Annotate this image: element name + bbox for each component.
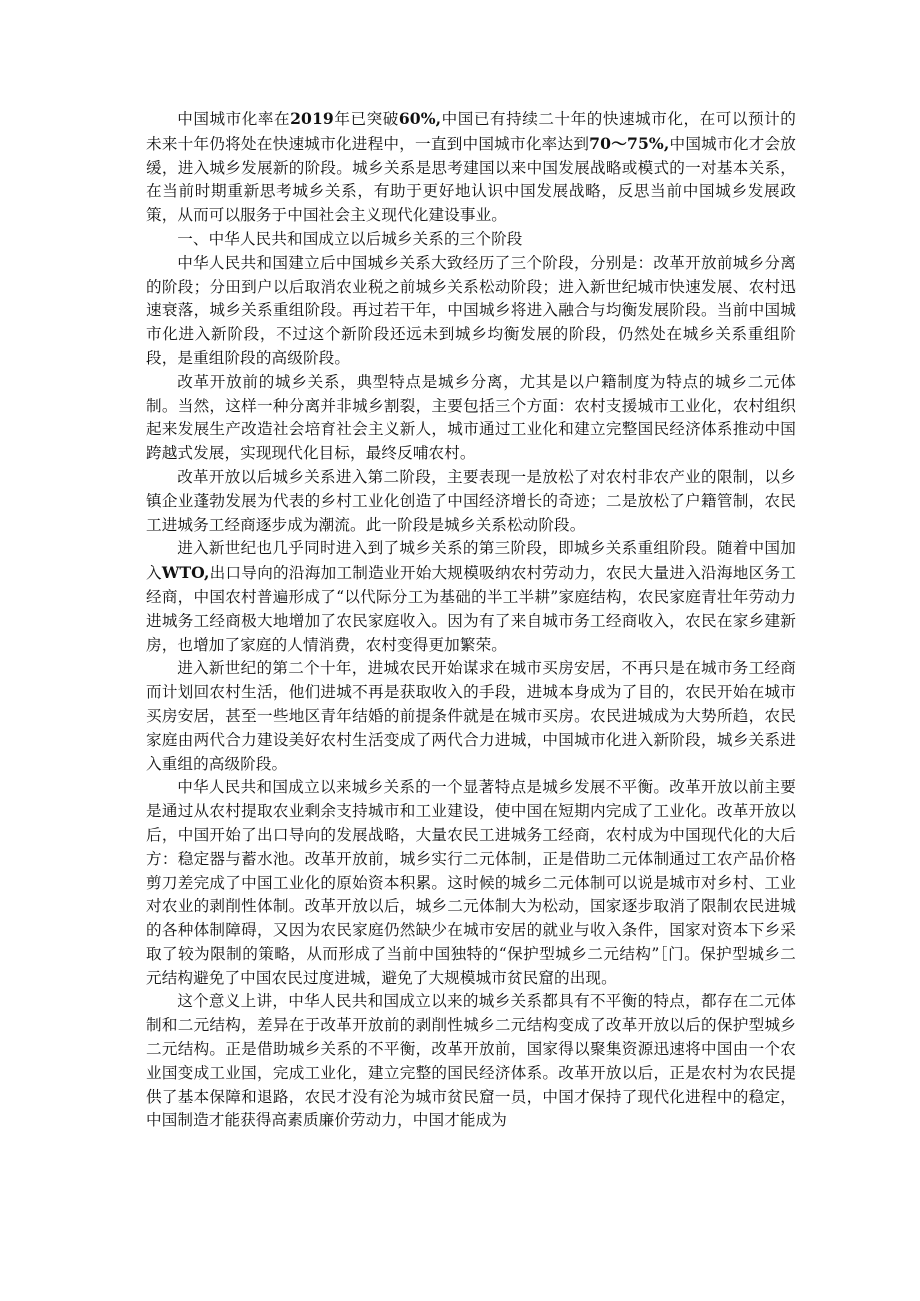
paragraph-intro: 中国城市化率在2019年已突破60%,中国已有持续二十年的快速城市化，在可以预计的未来十年仍将处在快速城市化进程中，一直到中国城市化率达到70～75%,中国城市化才会放缓，进入城乡发展新的阶段。城乡关系是思考建国以来中国发展战略或模式的一对基本关系，在当前时期重新思考城乡关系，有助于更好地认识中国发展战略，反思当前中国城乡发展政策，从而可以服务于中国社会主义现代化建设事业。 [146,109,796,225]
paragraph: 进入新世纪也几乎同时进入到了城乡关系的第三阶段，即城乡关系重组阶段。随着中国加入WTO,出口导向的沿海加工制造业开始大规模吸纳农村劳动力，农民大量进入沿海地区务工经商，中国农村普遍形成了“以代际分工为基础的半工半耕”家庭结构，农民家庭青壮年劳动力进城务工经商极大地增加了农民家庭收入。因为有了来自城市务工经商收入，农民在家乡建新房，也增加了家庭的人情消费，农村变得更加繁荣。 [146,539,796,654]
paragraph: 进入新世纪的第二个十年，进城农民开始谋求在城市买房安居，不再只是在城市务工经商而计划回农村生活，他们进城不再是获取收入的手段，进城本身成为了目的，农民开始在城市买房安居，甚至一些地区青年结婚的前提条件就是在城市买房。农民进城成为大势所趋，农民家庭由两代合力建设美好农村生活变成了两代合力进城，中国城市化进入新阶段，城乡关系进入重组的高级阶段。 [146,659,796,773]
paragraph: 这个意义上讲，中华人民共和国成立以来的城乡关系都具有不平衡的特点，都存在二元体制和二元结构，差异在于改革开放前的剥削性城乡二元结构变成了改革开放以后的保护型城乡二元结构。正是借助城乡关系的不平衡，改革开放前，国家得以聚集资源迅速将中国由一个农业国变成工业国，完成工业化，建立完整的国民经济体系。改革开放以后，正是农村为农民提供了基本保障和退路，农民才没有沦为城市贫民窟一员，中国才保持了现代化进程中的稳定，中国制造才能获得高素质廉价劳动力，中国才能成为 [146,992,796,1130]
document-body [146,107,796,1133]
paragraph: 改革开放以后城乡关系进入第二阶段，主要表现一是放松了对农村非农产业的限制，以乡镇企业蓬勃发展为代表的乡村工业化创造了中国经济增长的奇迹；二是放松了户籍管制，农民工进城务工经商逐步成为潮流。此一阶段是城乡关系松动阶段。 [146,467,796,534]
section-heading: 一、中华人民共和国成立以后城乡关系的三个阶段 [177,229,523,248]
paragraph: 中华人民共和国建立后中国城乡关系大致经历了三个阶段，分别是：改革开放前城乡分离的阶段；分田到户以后取消农业税之前城乡关系松动阶段；进入新世纪城市快速发展、农村迅速衰落，城乡关系重组阶段。再过若干年，中国城乡将进入融合与均衡发展阶段。当前中国城市化进入新阶段，不过这个新阶段还远未到城乡均衡发展的阶段，仍然处在城乡关系重组阶段，是重组阶段的高级阶段。 [146,253,796,367]
paragraph: 中华人民共和国成立以来城乡关系的一个显著特点是城乡发展不平衡。改革开放以前主要是通过从农村提取农业剩余支持城市和工业建设，使中国在短期内完成了工业化。改革开放以后，中国开始了出口导向的发展战略，大量农民工进城务工经商，农村成为中国现代化的大后方：稳定器与蓄水池。改革开放前，城乡实行二元体制，正是借助二元体制通过工农产品价格剪刀差完成了中国工业化的原始资本积累。这时候的城乡二元体制可以说是城市对乡村、工业对农业的剥削性体制。改革开放以后，城乡二元体制大为松动，国家逐步取消了限制农民进城的各种体制障碍，又因为农民家庭仍然缺少在城市安居的就业与收入条件，国家对资本下乡采取了较为限制的策略，从而形成了当前中国独特的“保护型城乡二元结构”［门。保护型城乡二元结构避免了中国农民过度进城，避免了大规模城市贫民窟的出现。 [146,778,796,987]
paragraph: 改革开放前的城乡关系，典型特点是城乡分离，尤其是以户籍制度为特点的城乡二元体制。当然，这样一种分离并非城乡割裂，主要包括三个方面：农村支援城市工业化，农村组织起来发展生产改造社会培育社会主义新人，城市通过工业化和建立完整国民经济体系推动中国跨越式发展，实现现代化目标，最终反哺农村。 [146,372,796,463]
